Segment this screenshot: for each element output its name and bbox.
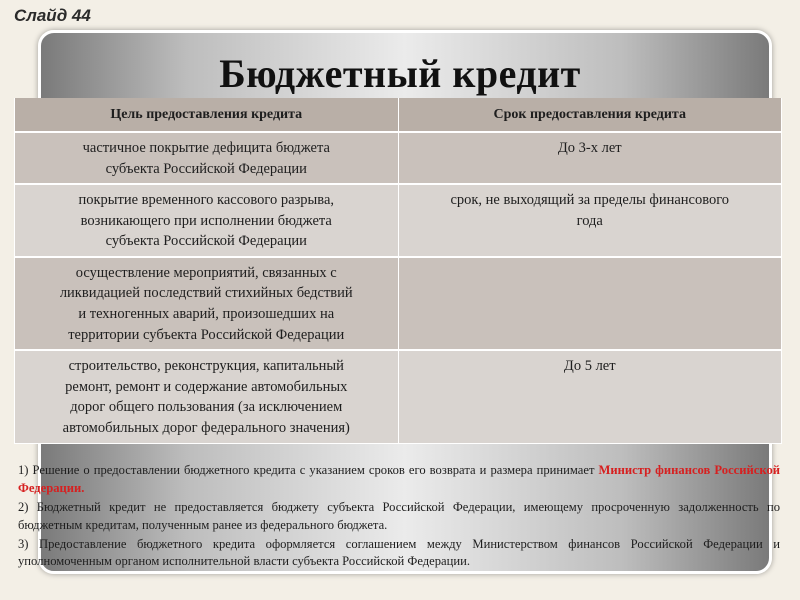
cell-line: срок, не выходящий за пределы финансового [450, 192, 730, 209]
slide-number-label: Слайд 44 [14, 6, 91, 25]
cell-line: автомобильных дорог федерального значения) [62, 419, 350, 436]
table-row [15, 132, 782, 184]
cell-line: строительство, реконструкция, капитальный [68, 358, 344, 375]
cell-goal [15, 257, 399, 350]
cell-term [398, 132, 782, 184]
cell-line: года [576, 212, 603, 229]
slide-title: Бюджетный кредит [219, 51, 581, 96]
cell-line: покрытие временного кассового разрыва, [78, 192, 335, 209]
cell-goal [15, 350, 399, 443]
cell-term [398, 257, 782, 350]
cell-line: субъекта Российской Федерации [105, 233, 307, 250]
table-row [15, 184, 782, 257]
cell-line: До 5 лет [563, 358, 616, 375]
header-term: Срок предоставления кредита [398, 98, 782, 132]
cell-term [398, 350, 782, 443]
note-2: 2) Бюджетный кредит не предоставляется бюджету субъекта Российской Федерации, имеющему просроченную задолженность по бюджетным кредитам, полученным ранее из федерального бюджета. [18, 499, 780, 532]
cell-line: дорог общего пользования (за исключением [70, 399, 343, 416]
cell-line: возникающего при исполнении бюджета [80, 212, 332, 229]
cell-line: субъекта Российской Федерации [105, 160, 307, 177]
cell-line: ремонт, ремонт и содержание автомобильных [65, 378, 348, 395]
cell-line: территории субъекта Российской Федерации [68, 326, 345, 343]
note-1 [18, 462, 780, 498]
cell-line: ликвидацией последствий стихийных бедствий [59, 285, 353, 302]
table-row [15, 257, 782, 350]
table-row [15, 350, 782, 443]
note-1-text: 1) Решение о предоставлении бюджетного кредита с указанием сроков его возврата и размера принимает [18, 463, 599, 477]
cell-line: частичное покрытие дефицита бюджета [82, 140, 330, 156]
budget-credit-table [14, 98, 782, 444]
note-3: 3) Предоставление бюджетного кредита оформляется соглашением между Министерством финансов Российской Федерации и уполномоченным органом исполнительной власти субъекта Российской Федерации. [18, 536, 780, 569]
cell-term [398, 184, 782, 257]
cell-line: осуществление мероприятий, связанных с [75, 264, 337, 281]
note-1-highlight: Министр финансов Российской Федерации. [18, 463, 781, 495]
notes-block [18, 462, 780, 572]
cell-line: и техногенных аварий, произошедших на [78, 306, 335, 323]
header-goal: Цель предоставления кредита [15, 98, 399, 132]
table-body [15, 132, 782, 443]
cell-goal [15, 184, 399, 257]
cell-line: До 3-х лет [557, 140, 622, 156]
table-header-row [15, 98, 782, 132]
cell-goal [15, 132, 399, 184]
